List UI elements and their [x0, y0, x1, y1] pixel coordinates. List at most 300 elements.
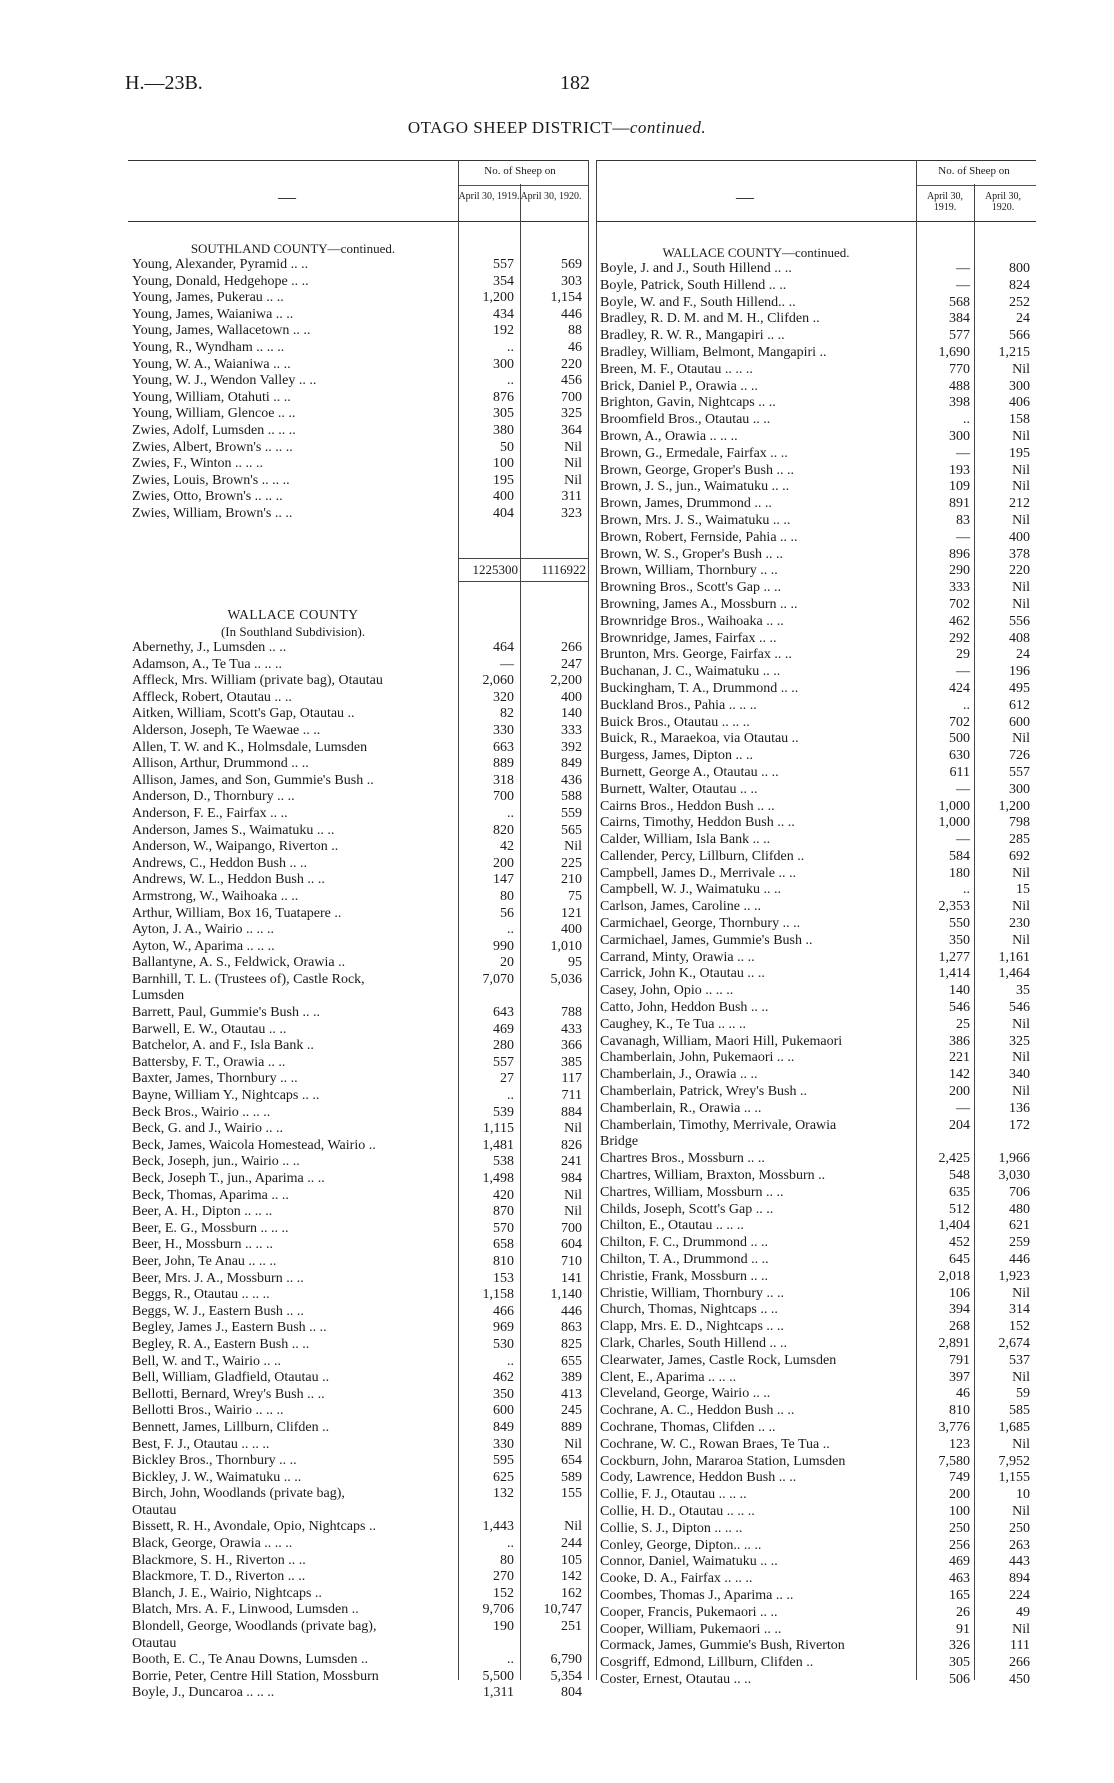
table-row	[596, 1252, 1036, 1269]
sheep-1920: 24	[1016, 647, 1030, 663]
sheep-1919: 643	[493, 1005, 514, 1021]
table-row	[596, 580, 1036, 597]
table-row	[596, 1151, 1036, 1168]
sheep-1919: 530	[493, 1336, 514, 1352]
table-row	[128, 274, 588, 291]
sheep-1919: 123	[949, 1436, 970, 1452]
owner-name: Chamberlain, John, Pukemaori .. ..	[600, 1050, 795, 1066]
owner-name: Beck, James, Waicola Homestead, Wairio ..	[132, 1137, 376, 1153]
table-row	[128, 307, 588, 324]
owner-name: Cormack, James, Gummie's Bush, Riverton	[600, 1638, 845, 1654]
table-row	[596, 513, 1036, 530]
sheep-1920: Nil	[564, 1187, 582, 1203]
table-row	[596, 1605, 1036, 1622]
owner-name: Brick, Daniel P., Orawia .. ..	[600, 378, 758, 394]
table-row	[128, 1204, 588, 1221]
owner-name: Young, James, Waianiwa .. ..	[132, 306, 294, 322]
table-row	[596, 1050, 1036, 1067]
owner-name: Barnhill, T. L. (Trustees of), Castle Rock,	[132, 971, 365, 987]
sheep-1919: ..	[507, 339, 514, 355]
table-row	[128, 1420, 588, 1437]
table-row	[596, 479, 1036, 496]
sheep-1919: 7,070	[482, 971, 514, 987]
sheep-1920: 136	[1009, 1100, 1030, 1116]
sheep-1920: 604	[561, 1237, 582, 1253]
owner-name: Brown, James, Drummond .. ..	[600, 496, 772, 512]
sheep-1920: 325	[1009, 1033, 1030, 1049]
table-row	[128, 489, 588, 506]
table-row	[596, 916, 1036, 933]
sheep-1920: 495	[1009, 680, 1030, 696]
owner-name: Brown, A., Orawia .. .. ..	[600, 428, 738, 444]
sheep-1920: 711	[561, 1088, 582, 1104]
sheep-1920: 245	[561, 1403, 582, 1419]
sheep-1919: 702	[949, 714, 970, 730]
owner-name: Beer, Mrs. J. A., Mossburn .. ..	[132, 1270, 304, 1286]
table-row	[596, 597, 1036, 614]
sheep-1919: 434	[493, 306, 514, 322]
sheep-1919: 50	[500, 439, 514, 455]
sheep-1920: 111	[1010, 1638, 1030, 1654]
sheep-1920: 7,952	[998, 1453, 1030, 1469]
table-row	[596, 799, 1036, 816]
sheep-1919: 109	[949, 479, 970, 495]
table-row	[128, 1055, 588, 1072]
sheep-1919: 140	[949, 983, 970, 999]
sheep-1920: 266	[561, 640, 582, 655]
table-row	[596, 1521, 1036, 1538]
table-row	[128, 806, 588, 823]
sheep-1919: 625	[493, 1469, 514, 1485]
table-row	[128, 756, 588, 773]
owner-name: Ayton, W., Aparima .. .. ..	[132, 938, 275, 954]
sheep-1919: 506	[949, 1671, 970, 1687]
table-row	[596, 765, 1036, 782]
owner-name: Young, R., Wyndham .. .. ..	[132, 339, 285, 355]
header-dash: —	[278, 187, 296, 207]
table-row	[596, 412, 1036, 429]
owner-name: Beck, Joseph, jun., Wairio .. ..	[132, 1154, 300, 1170]
owner-name: Allen, T. W. and K., Holmsdale, Lumsden	[132, 739, 368, 755]
sheep-1920: Nil	[1012, 932, 1030, 948]
sheep-1920: Nil	[564, 839, 582, 855]
sheep-1919: 380	[493, 422, 514, 438]
sheep-1919: 290	[949, 563, 970, 579]
sheep-1920: 621	[1009, 1218, 1030, 1234]
sheep-1920: 692	[1009, 848, 1030, 864]
owner-name: Brunton, Mrs. George, Fairfax .. ..	[600, 647, 792, 663]
sheep-1919: 557	[493, 1054, 514, 1070]
sheep-1919: 2,018	[938, 1268, 970, 1284]
table-row	[596, 1101, 1036, 1118]
table-row	[128, 823, 588, 840]
table-row	[128, 690, 588, 707]
table-row	[596, 1420, 1036, 1437]
owner-name: Blatch, Mrs. A. F., Linwood, Lumsden ..	[132, 1602, 359, 1618]
sheep-1919: ..	[507, 805, 514, 821]
owner-name: Christie, Frank, Mossburn .. ..	[600, 1268, 768, 1284]
sheep-1919: 469	[493, 1021, 514, 1037]
owner-name: Brown, G., Ermedale, Fairfax .. ..	[600, 445, 788, 461]
table-row	[128, 1088, 588, 1105]
sheep-1919: ..	[507, 1353, 514, 1369]
owner-name: Buchanan, J. C., Waimatuku .. ..	[600, 664, 781, 680]
owner-name: Adamson, A., Te Tua .. .. ..	[132, 656, 283, 672]
owner-name: Zwies, William, Brown's .. ..	[132, 505, 293, 521]
sheep-1919: 153	[493, 1270, 514, 1286]
sheep-1920: Nil	[1012, 1285, 1030, 1301]
sheep-1919: 702	[949, 596, 970, 612]
sheep-1919: —	[956, 664, 970, 680]
sheep-1919: 180	[949, 865, 970, 881]
sheep-1920: 300	[1009, 781, 1030, 797]
sheep-1919: 190	[493, 1619, 514, 1635]
sheep-1920: 1,155	[998, 1470, 1030, 1486]
sheep-1920: Nil	[1012, 1084, 1030, 1100]
sheep-1919: 46	[956, 1386, 970, 1402]
sheep-1920: Nil	[564, 439, 582, 455]
sheep-1920: 1,010	[550, 938, 582, 954]
sheep-1920: 88	[568, 323, 582, 339]
owner-name: Boyle, Patrick, South Hillend .. ..	[600, 277, 787, 293]
table-row	[128, 1337, 588, 1354]
owner-name: Buick, R., Maraekoa, via Otautau ..	[600, 731, 799, 747]
table-row	[128, 1188, 588, 1205]
sheep-1919: 1,158	[482, 1287, 514, 1303]
sheep-1919: 20	[500, 955, 514, 971]
owner-name: Coster, Ernest, Otautau .. ..	[600, 1671, 752, 1687]
owner-name: Ayton, J. A., Wairio .. .. ..	[132, 922, 274, 938]
sheep-1919: 147	[493, 872, 514, 888]
sheep-1920: 1,464	[998, 966, 1030, 982]
southland-rows	[128, 240, 588, 523]
sheep-1920: 340	[1009, 1067, 1030, 1083]
table-row	[128, 406, 588, 423]
sheep-1920: 10,747	[543, 1602, 582, 1618]
sheep-1919: 791	[949, 1352, 970, 1368]
owner-name: Chamberlain, R., Orawia .. ..	[600, 1100, 762, 1116]
sheep-1920: 251	[561, 1619, 582, 1635]
sheep-1920: 364	[561, 422, 582, 438]
owner-name: Bradley, R. D. M. and M. H., Clifden ..	[600, 311, 820, 327]
owner-name: Clapp, Mrs. E. D., Nightcaps .. ..	[600, 1319, 784, 1335]
total-rule	[458, 558, 588, 559]
owner-name: Cockburn, John, Mararoa Station, Lumsden	[600, 1453, 846, 1469]
owner-name: Clent, E., Aparima .. .. ..	[600, 1369, 737, 1385]
sheep-1920: 1,161	[998, 949, 1030, 965]
sheep-1919: 700	[493, 789, 514, 805]
table-row	[128, 1121, 588, 1138]
sheep-1920: Nil	[564, 456, 582, 472]
sheep-1919: 420	[493, 1187, 514, 1203]
sheep-1919: 83	[956, 512, 970, 528]
table-row	[596, 1386, 1036, 1403]
owner-name: Aitken, William, Scott's Gap, Otautau ..	[132, 706, 355, 722]
owner-name: Collie, F. J., Otautau .. .. ..	[600, 1487, 747, 1503]
sheep-1920: 5,036	[550, 971, 582, 987]
owner-name: Conley, George, Dipton.. .. ..	[600, 1537, 762, 1553]
table-row	[128, 1437, 588, 1454]
sheep-1919: 1,481	[482, 1137, 514, 1153]
total-1919: 1225300	[472, 562, 518, 577]
sheep-1920: 314	[1009, 1302, 1030, 1318]
table-row	[596, 563, 1036, 580]
sheep-1920: 798	[1009, 815, 1030, 831]
owner-name: Anderson, W., Waipango, Riverton ..	[132, 839, 339, 855]
table-row	[596, 698, 1036, 715]
owner-name: Carlson, James, Caroline .. ..	[600, 899, 761, 915]
owner-name: Chilton, E., Otautau .. .. ..	[600, 1218, 744, 1234]
owner-name: Burgess, James, Dipton .. ..	[600, 748, 753, 764]
owner-name: Anderson, D., Thornbury .. ..	[132, 789, 295, 805]
owner-name: Anderson, F. E., Fairfax .. ..	[132, 805, 288, 821]
sheep-1919: 570	[493, 1220, 514, 1236]
total-rule	[458, 581, 588, 582]
sheep-1919: 550	[949, 916, 970, 932]
sheep-1919: 165	[949, 1587, 970, 1603]
owner-name: Beer, E. G., Mossburn .. .. ..	[132, 1220, 289, 1236]
sheep-1920: 385	[561, 1054, 582, 1070]
sheep-1920: 436	[561, 772, 582, 788]
sheep-1920: 446	[1009, 1252, 1030, 1268]
sheep-1920: 884	[561, 1104, 582, 1120]
sheep-1919: 462	[949, 613, 970, 629]
sheep-1920: 252	[1009, 294, 1030, 310]
sheep-1919: —	[956, 1100, 970, 1116]
sheep-1920: 75	[568, 888, 582, 904]
sheep-1920: 46	[568, 339, 582, 355]
table-row	[596, 1622, 1036, 1639]
owner-name: Allison, James, and Son, Gummie's Bush ..	[132, 772, 374, 788]
sheep-1920: 824	[1009, 277, 1030, 293]
table-row	[128, 340, 588, 357]
sheep-1919: —	[956, 529, 970, 545]
sheep-1919: 397	[949, 1369, 970, 1385]
sheep-1920: Nil	[1012, 428, 1030, 444]
owner-name: Young, Alexander, Pyramid .. ..	[132, 257, 309, 272]
table-row	[596, 345, 1036, 362]
sheep-1919: 896	[949, 546, 970, 562]
owner-name: Best, F. J., Otautau .. .. ..	[132, 1436, 270, 1452]
sheep-1919: 1,498	[482, 1171, 514, 1186]
owner-name: Cavanagh, William, Maori Hill, Pukemaori	[600, 1033, 843, 1049]
owner-name: Zwies, Otto, Brown's .. .. ..	[132, 489, 283, 505]
sheep-1919: 663	[493, 739, 514, 755]
owner-name: Blackmore, T. D., Riverton .. ..	[132, 1569, 306, 1585]
sheep-1920: 5,354	[550, 1668, 582, 1684]
table-row	[596, 1454, 1036, 1471]
owner-name: Burnett, Walter, Otautau .. ..	[600, 781, 758, 797]
table-row	[128, 1486, 588, 1503]
table-row	[128, 1536, 588, 1553]
owner-name: Battersby, F. T., Orawia .. ..	[132, 1054, 286, 1070]
sheep-1919: 1,277	[938, 949, 970, 965]
owner-name: Beer, H., Mossburn .. .. ..	[132, 1237, 273, 1253]
sheep-1919: 350	[949, 932, 970, 948]
sheep-1919: 27	[500, 1071, 514, 1087]
owner-name: Church, Thomas, Nightcaps .. ..	[600, 1302, 778, 1318]
owner-name: Beer, A. H., Dipton .. .. ..	[132, 1204, 273, 1220]
sheep-1919: 1,690	[938, 344, 970, 360]
sheep-1919: 195	[493, 472, 514, 488]
sheep-1919: 3,776	[938, 1419, 970, 1435]
table-row	[596, 832, 1036, 849]
sheep-1919: 577	[949, 328, 970, 344]
owner-name: Brown, Mrs. J. S., Waimatuku .. ..	[600, 512, 791, 528]
table-row	[128, 988, 588, 1005]
sheep-1919: 330	[493, 1436, 514, 1452]
owner-name: Burnett, George A., Otautau .. ..	[600, 764, 779, 780]
table-row	[128, 839, 588, 856]
owner-name: Young, W. A., Waianiwa .. ..	[132, 356, 291, 372]
owner-name: Ballantyne, A. S., Feldwick, Orawia ..	[132, 955, 346, 971]
sheep-1920: 117	[561, 1071, 582, 1087]
sheep-1919: 770	[949, 361, 970, 377]
sheep-1920: 984	[561, 1171, 582, 1186]
sheep-1919: 1,000	[938, 815, 970, 831]
sheep-1920: 585	[1009, 1403, 1030, 1419]
sheep-1920: 589	[561, 1469, 582, 1485]
table-row	[128, 357, 588, 374]
table-row	[128, 673, 588, 690]
table-row	[596, 547, 1036, 564]
left-column	[128, 160, 588, 1701]
sheep-1920: 726	[1009, 748, 1030, 764]
table-row	[128, 1553, 588, 1570]
sheep-1920: 105	[561, 1552, 582, 1568]
owner-name: Bell, W. and T., Wairio .. ..	[132, 1353, 281, 1369]
sheep-1920: Nil	[1012, 361, 1030, 377]
table-row	[596, 1067, 1036, 1084]
sheep-1920: 250	[1009, 1520, 1030, 1536]
table-row	[596, 1370, 1036, 1387]
total-1920: 1116922	[541, 562, 586, 577]
table-row	[128, 1287, 588, 1304]
sheep-1919: 512	[949, 1201, 970, 1217]
sheep-1920: 654	[561, 1453, 582, 1469]
sheep-1920: 212	[1009, 496, 1030, 512]
table-row	[596, 1286, 1036, 1303]
sheep-1920: 24	[1016, 311, 1030, 327]
table-row	[128, 440, 588, 457]
sheep-1920: 566	[1009, 328, 1030, 344]
sheep-1920: 378	[1009, 546, 1030, 562]
sheep-1920: 303	[561, 273, 582, 289]
sheep-1919: 1,414	[938, 966, 970, 982]
owner-name: Callender, Percy, Lillburn, Clifden ..	[600, 848, 805, 864]
owner-name: Barrett, Paul, Gummie's Bush .. ..	[132, 1005, 321, 1021]
sheep-1919: 889	[493, 756, 514, 772]
sheep-1920: Nil	[1012, 596, 1030, 612]
table-row	[596, 1185, 1036, 1202]
sheep-1920: 1,140	[550, 1287, 582, 1303]
sheep-1920: 433	[561, 1021, 582, 1037]
table-row	[596, 681, 1036, 698]
sheep-1920: 247	[561, 656, 582, 672]
sheep-1920: 392	[561, 739, 582, 755]
sheep-1919: 891	[949, 496, 970, 512]
table-row	[596, 1588, 1036, 1605]
table-row	[128, 657, 588, 674]
owner-name: Borrie, Peter, Centre Hill Station, Mossburn	[132, 1668, 379, 1684]
owner-name: Zwies, Adolf, Lumsden .. .. ..	[132, 422, 296, 438]
table-row	[596, 1336, 1036, 1353]
table-row	[596, 815, 1036, 832]
sheep-1919: 539	[493, 1104, 514, 1120]
table-row	[128, 939, 588, 956]
owner-name: Batchelor, A. and F., Isla Bank ..	[132, 1038, 314, 1054]
table-row	[128, 323, 588, 340]
owner-name: Cairns, Timothy, Heddon Bush .. ..	[600, 815, 795, 831]
right-table-header	[596, 160, 1036, 222]
sheep-1920: 546	[1009, 1000, 1030, 1016]
sheep-1919: 469	[949, 1554, 970, 1570]
table-row	[128, 1602, 588, 1619]
owner-name: Cochrane, W. C., Rowan Braes, Te Tua ..	[600, 1436, 830, 1452]
owner-name: Begley, R. A., Eastern Bush .. ..	[132, 1336, 310, 1352]
owner-name: Campbell, James D., Merrivale .. ..	[600, 865, 796, 881]
owner-name: Catto, John, Heddon Bush .. ..	[600, 1000, 769, 1016]
table-row	[128, 872, 588, 889]
sheep-1919: 568	[949, 294, 970, 310]
owner-name: Cochrane, Thomas, Clifden .. ..	[600, 1419, 776, 1435]
table-row	[596, 261, 1036, 278]
owner-name: Clearwater, James, Castle Rock, Lumsden	[600, 1352, 837, 1368]
sheep-1920: Nil	[1012, 1016, 1030, 1032]
table-row	[596, 311, 1036, 328]
sheep-1920: 323	[561, 505, 582, 521]
owner-name: Zwies, Albert, Brown's .. .. ..	[132, 439, 293, 455]
table-row	[596, 1538, 1036, 1555]
sheep-1919: —	[956, 261, 970, 276]
owner-name: Young, William, Otahuti .. ..	[132, 389, 291, 405]
sheep-1920: 612	[1009, 697, 1030, 713]
owner-name: Coombes, Thomas J., Aparima .. ..	[600, 1587, 794, 1603]
table-row	[128, 506, 588, 523]
sheep-1920: Nil	[1012, 1050, 1030, 1066]
table-row	[128, 473, 588, 490]
sheep-1919: 56	[500, 905, 514, 921]
sheep-1920: 600	[1009, 714, 1030, 730]
sheep-1919: 300	[949, 428, 970, 444]
table-row	[128, 906, 588, 923]
wallace-continued-rows	[596, 244, 1036, 1689]
owner-name: Zwies, Louis, Brown's .. .. ..	[132, 472, 290, 488]
table-row	[596, 1504, 1036, 1521]
sheep-1919: 488	[949, 378, 970, 394]
sheep-1919: 464	[493, 640, 514, 655]
sheep-1919: ..	[507, 1652, 514, 1668]
owner-name: Beer, John, Te Anau .. .. ..	[132, 1253, 277, 1269]
owner-name: Affleck, Robert, Otautau .. ..	[132, 689, 292, 705]
owner-name: Cooper, William, Pukemaori .. ..	[600, 1621, 782, 1637]
sheep-1919: 462	[493, 1370, 514, 1386]
sheep-1920: 1,200	[998, 798, 1030, 814]
sheep-1919: 292	[949, 630, 970, 646]
sheep-1920: 241	[561, 1154, 582, 1170]
owner-name: Bissett, R. H., Avondale, Opio, Nightcaps ..	[132, 1519, 376, 1535]
sheep-1920: 565	[561, 822, 582, 838]
sheep-1919: 256	[949, 1537, 970, 1553]
sheep-1920: 2,674	[998, 1336, 1030, 1351]
owner-name: Bridge	[600, 1134, 639, 1150]
table-row	[596, 1017, 1036, 1034]
table-row	[128, 1519, 588, 1536]
table-row	[596, 748, 1036, 765]
sheep-1919: 463	[949, 1571, 970, 1587]
title-continued: continued.	[629, 118, 707, 137]
sheep-1919: 2,425	[938, 1151, 970, 1167]
